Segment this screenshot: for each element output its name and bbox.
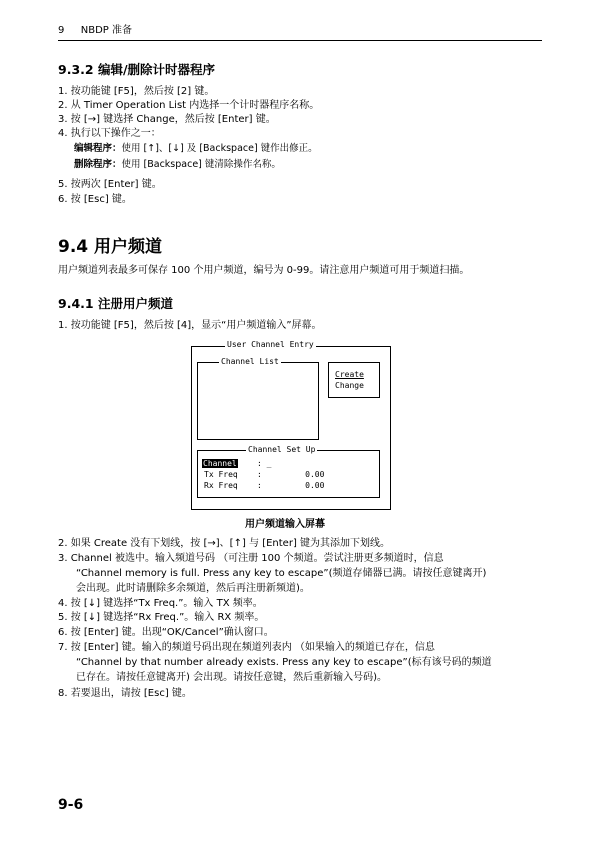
step-6-enter: 6. 按 [Enter] 键。出现“OK/Cancel”确认窗口。 — [58, 627, 274, 638]
page-number: 9-6 — [58, 797, 84, 813]
rx-freq-label: Rx Freq — [204, 481, 238, 490]
step-3-message: “Channel memory is full. Press any key to escape”(频道存储器已满。请按任意键离开) — [76, 568, 487, 579]
edit-program-text: 使用 [↑]、[↓] 及 [Backspace] 键作出修正。 — [121, 143, 318, 154]
step-6: 6. 按 [Esc] 键。 — [58, 194, 132, 205]
step-1: 1. 按功能键 [F5]，然后按 [2] 键。 — [58, 86, 215, 97]
rx-freq-value[interactable]: : 0.00 — [257, 481, 325, 490]
create-option[interactable]: Create — [335, 370, 364, 379]
edit-program-line — [74, 143, 318, 155]
step-2: 2. 从 Timer Operation List 内选择一个计时器程序名称。 — [58, 100, 320, 111]
delete-program-line — [74, 159, 281, 171]
step-3-channel: 3. Channel 被选中。输入频道号码 （可注册 100 个频道。尝试注册更多频道时，信息 — [58, 553, 444, 564]
delete-program-label: 删除程序： — [74, 159, 122, 170]
section-9-4-1-title: 9.4.1 注册用户频道 — [58, 296, 173, 311]
step-5: 5. 按两次 [Enter] 键。 — [58, 179, 162, 190]
section-9-4-title: 9.4 用户频道 — [58, 237, 163, 257]
figure-caption: 用户频道输入屏幕 — [245, 519, 325, 530]
channel-list-title: Channel List — [221, 357, 279, 366]
step-3-continued: 会出现。此时请删除多余频道，然后再注册新频道)。 — [76, 583, 310, 594]
step-4-tx: 4. 按 [↓] 键选择“Tx Freq.”。输入 TX 频率。 — [58, 598, 263, 609]
screen-title: User Channel Entry — [227, 340, 314, 349]
step-3: 3. 按 [→] 键选择 Change，然后按 [Enter] 键。 — [58, 114, 276, 125]
step-5-rx: 5. 按 [↓] 键选择“Rx Freq.”。输入 RX 频率。 — [58, 612, 265, 623]
step-7-continued: 已存在。请按任意键离开) 会出现。请按任意键，然后重新输入号码)。 — [76, 672, 387, 683]
step-8-exit: 8. 若要退出，请按 [Esc] 键。 — [58, 688, 192, 699]
running-header — [58, 25, 132, 37]
delete-program-text: 使用 [Backspace] 键清除操作名称。 — [121, 159, 281, 170]
channel-setup-title: Channel Set Up — [248, 445, 316, 454]
step-7-enter: 7. 按 [Enter] 键。输入的频道号码出现在频道列表内 （如果输入的频道已存在，信息 — [58, 642, 435, 653]
edit-program-label: 编辑程序： — [74, 143, 122, 154]
step-7-message: “Channel by that number already exists. Press any key to escape”(标有该号码的频道 — [76, 657, 492, 668]
channel-field-value[interactable]: : _ — [257, 459, 272, 468]
channel-field-label[interactable] — [202, 459, 238, 469]
change-option[interactable]: Change — [335, 381, 364, 390]
section-9-3-2-title: 9.3.2 编辑/删除计时器程序 — [58, 62, 216, 77]
section-9-4-intro: 用户频道列表最多可保存 100 个用户频道，编号为 0-99。请注意用户频道可用于频道扫描。 — [58, 265, 470, 276]
chapter-number: 9 — [58, 25, 65, 36]
tx-freq-value[interactable]: : 0.00 — [257, 470, 325, 479]
step-1-register: 1. 按功能键 [F5]，然后按 [4]，显示“用户频道输入”屏幕。 — [58, 320, 322, 331]
header-rule — [58, 40, 542, 41]
action-menu-box — [328, 362, 380, 398]
chapter-title: NBDP 准备 — [80, 25, 132, 36]
channel-list-box — [197, 362, 319, 440]
step-4: 4. 执行以下操作之一： — [58, 128, 161, 139]
tx-freq-label: Tx Freq — [204, 470, 238, 479]
step-2-create: 2. 如果 Create 没有下划线，按 [→]、[↑] 与 [Enter] 键为其添加下划线。 — [58, 538, 391, 549]
channel-label: Channel — [203, 459, 237, 468]
